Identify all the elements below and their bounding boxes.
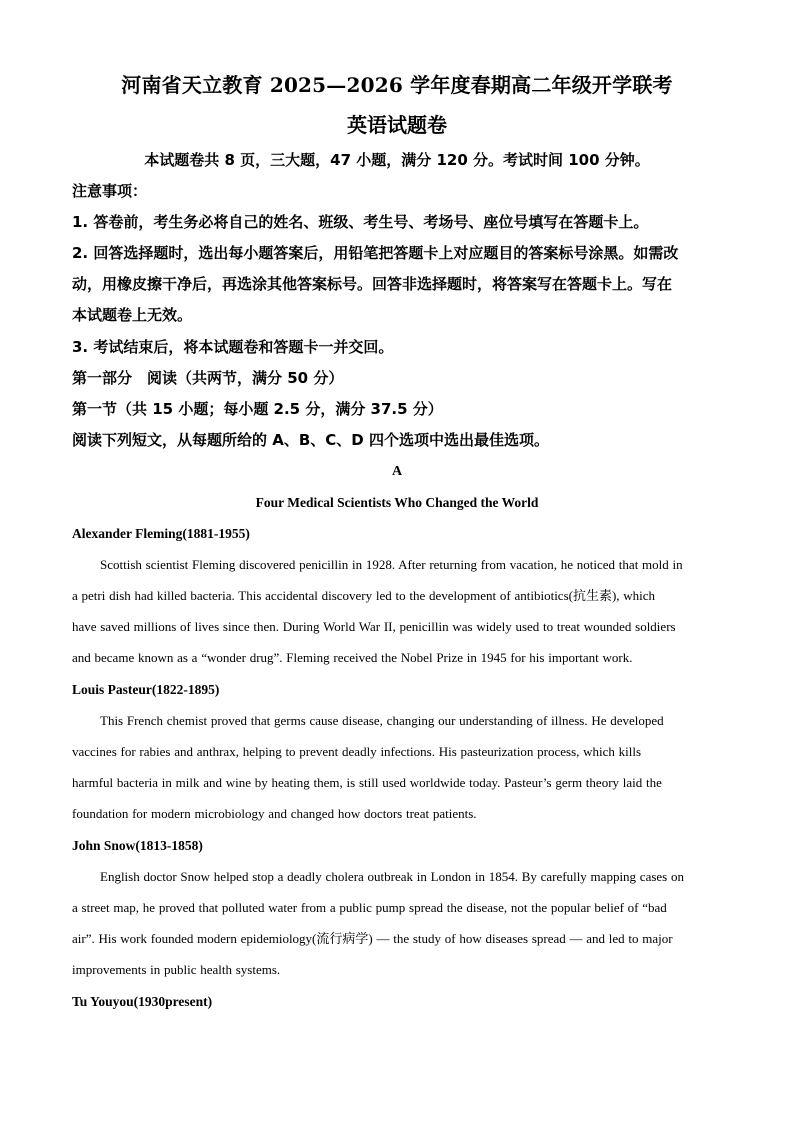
scientist-heading: Tu Youyou(1930present) xyxy=(72,994,213,1009)
notice-heading: 注意事项： xyxy=(72,182,148,200)
part-heading: 第一部分 阅读（共两节，满分 50 分） xyxy=(72,369,344,387)
paragraph-line: English doctor Snow helped stop a deadly cholera outbreak in London in 1854. By carefully mapping cases on xyxy=(100,869,684,884)
paragraph-line: and became known as a “wonder drug”. Fleming received the Nobel Prize in 1945 for his important work. xyxy=(72,650,633,665)
paragraph-line: have saved millions of lives since then. During World War II, penicillin was widely used to treat wounded soldiers xyxy=(72,619,676,634)
notice-item-2-line-1: 2. 回答选择题时，选出每小题答案后，用铅笔把答题卡上对应题目的答案标号涂黑。如需改 xyxy=(72,244,679,262)
scientist-heading: Louis Pasteur(1822-1895) xyxy=(72,682,220,697)
notice-item-1: 1. 答卷前，考生务必将自己的姓名、班级、考生号、考场号、座位号填写在答题卡上。 xyxy=(72,213,649,231)
paragraph-line: air”. His work founded modern epidemiology(流行病学) — the study of how diseases spread — and led to major xyxy=(72,931,673,946)
exam-title: 河南省天立教育 2025—2026 学年度春期高二年级开学联考 xyxy=(121,73,673,97)
paragraph-line: foundation for modern microbiology and changed how doctors treat patients. xyxy=(72,806,477,821)
section-heading: 第一节（共 15 小题；每小题 2.5 分，满分 37.5 分） xyxy=(72,400,443,418)
notice-item-2-line-3: 本试题卷上无效。 xyxy=(72,306,193,324)
paragraph-line: a street map, he proved that polluted water from a public pump spread the disease, not the popular belief of “bad xyxy=(72,900,667,915)
passage-title: Four Medical Scientists Who Changed the World xyxy=(255,495,539,510)
paragraph-line: a petri dish had killed bacteria. This accidental discovery led to the development of antibiotics(抗生素), which xyxy=(72,588,656,603)
notice-item-3: 3. 考试结束后，将本试题卷和答题卡一并交回。 xyxy=(72,338,394,356)
paragraph-line: Scottish scientist Fleming discovered penicillin in 1928. After returning from vacation, he noticed that mold in xyxy=(100,557,683,572)
paragraph-line: harmful bacteria in milk and wine by heating them, is still used worldwide today. Pasteur’s germ theory laid the xyxy=(72,775,662,790)
scientist-heading: John Snow(1813-1858) xyxy=(72,838,203,853)
passage-letter: A xyxy=(391,464,403,479)
notice-item-2-line-2: 动，用橡皮擦干净后，再选涂其他答案标号。回答非选择题时，将答案写在答题卡上。写在 xyxy=(72,275,673,293)
exam-subtitle: 英语试题卷 xyxy=(347,113,447,137)
paragraph-line: vaccines for rabies and anthrax, helping to prevent deadly infections. His pasteurization process, which kills xyxy=(72,744,642,759)
exam-info: 本试题卷共 8 页，三大题，47 小题，满分 120 分。考试时间 100 分钟。 xyxy=(144,151,650,169)
paragraph-line: This French chemist proved that germs cause disease, changing our understanding of illness. He developed xyxy=(100,713,664,728)
reading-instruction: 阅读下列短文，从每题所给的 A、B、C、D 四个选项中选出最佳选项。 xyxy=(72,431,549,449)
paragraph-line: improvements in public health systems. xyxy=(72,962,281,977)
scientist-heading: Alexander Fleming(1881-1955) xyxy=(72,526,250,541)
